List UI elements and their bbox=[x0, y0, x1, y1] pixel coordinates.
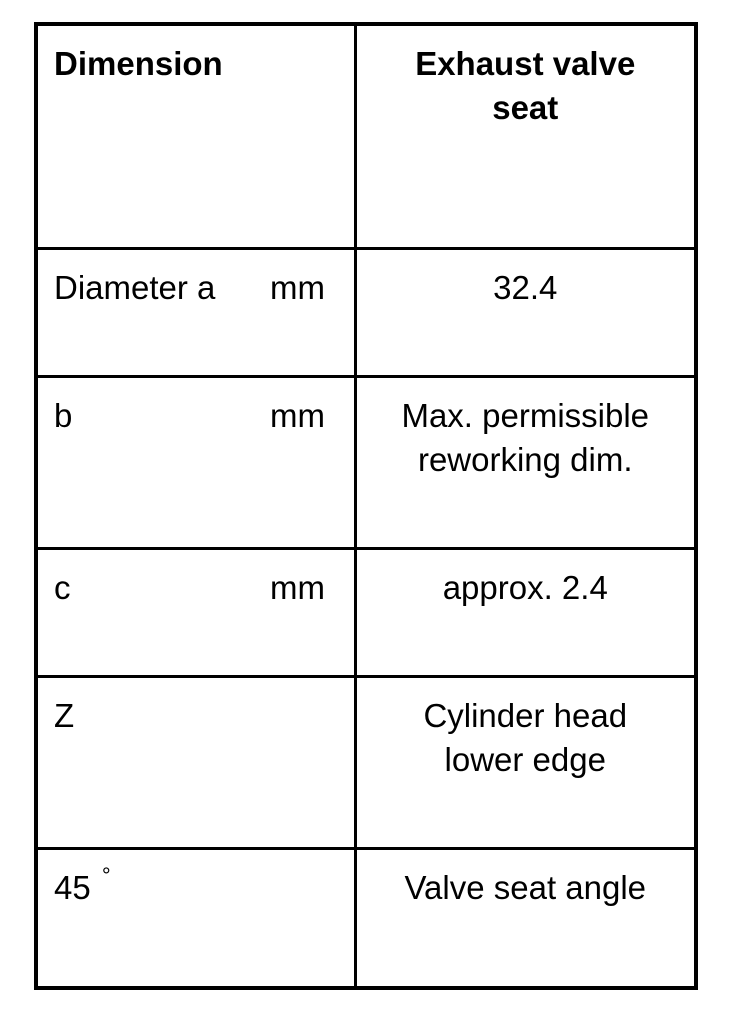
header-exhaust-line-1: Exhaust valve bbox=[415, 45, 636, 82]
value-line: Cylinder head bbox=[423, 696, 628, 734]
header-dimension-label: Dimension bbox=[54, 45, 223, 82]
degree-symbol: ° bbox=[101, 862, 111, 888]
dimension-cell bbox=[36, 548, 355, 676]
value-line: approx. 2.4 bbox=[442, 568, 608, 606]
value-line: reworking dim. bbox=[417, 440, 633, 478]
dimension-label: Z bbox=[54, 696, 75, 734]
dimension-cell bbox=[36, 248, 355, 376]
dimension-label: 45 bbox=[54, 868, 91, 906]
value-line: Max. permissible bbox=[401, 396, 650, 434]
dimension-label: b bbox=[54, 396, 73, 434]
value-line: Valve seat angle bbox=[404, 868, 647, 906]
unit-label: mm bbox=[270, 396, 325, 434]
value-cell bbox=[355, 248, 696, 376]
unit-label: mm bbox=[270, 268, 325, 306]
dimension-label: Diameter a bbox=[54, 268, 216, 306]
value-cell bbox=[355, 548, 696, 676]
dimension-cell bbox=[36, 376, 355, 548]
table-row bbox=[36, 248, 696, 376]
value-cell bbox=[355, 376, 696, 548]
table-row bbox=[36, 376, 696, 548]
value-line: 32.4 bbox=[493, 268, 558, 306]
dimension-cell bbox=[36, 676, 355, 848]
value-line: lower edge bbox=[444, 740, 606, 778]
header-exhaust-line-2: seat bbox=[492, 89, 559, 126]
table-header-row bbox=[36, 24, 696, 248]
unit-label: mm bbox=[270, 568, 325, 606]
dimension-label: c bbox=[54, 568, 71, 606]
header-cell-dimension bbox=[36, 24, 355, 248]
table-row bbox=[36, 676, 696, 848]
table-row bbox=[36, 848, 696, 988]
dimension-cell bbox=[36, 848, 355, 988]
value-cell bbox=[355, 676, 696, 848]
table-row bbox=[36, 548, 696, 676]
valve-seat-dimensions-table bbox=[34, 22, 698, 990]
header-cell-exhaust-valve-seat bbox=[355, 24, 696, 248]
angle-wrapper bbox=[54, 850, 111, 914]
value-cell bbox=[355, 848, 696, 988]
